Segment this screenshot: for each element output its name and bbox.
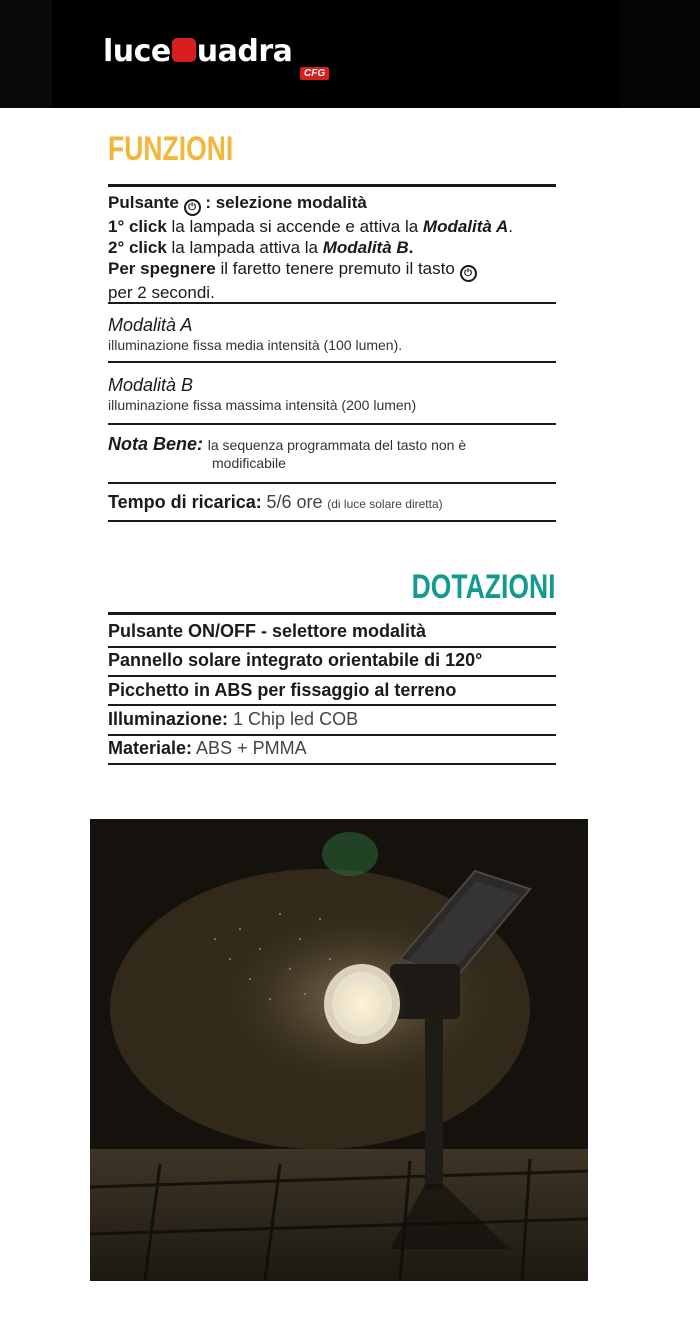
nota-bene	[108, 434, 568, 472]
divider	[108, 763, 556, 765]
nota-line2: modificabile	[212, 455, 286, 471]
button-line: Pulsante ⏻ : selezione modalità	[108, 192, 568, 216]
solar-spotlight-illustration	[90, 819, 588, 1281]
divider	[108, 361, 556, 363]
click2-line: 2° click la lampada attiva la Modalità B.	[108, 238, 414, 257]
dotazioni-title: DOTAZIONI	[411, 568, 555, 606]
ricarica	[108, 492, 568, 515]
nota-line1: la sequenza programmata del tasto non è	[207, 437, 467, 453]
divider	[108, 612, 556, 615]
nota-title: Nota Bene:	[108, 434, 204, 454]
brand-badge: CFG	[300, 67, 329, 80]
header-left-strip	[0, 0, 52, 108]
divider	[108, 704, 556, 706]
divider	[108, 520, 556, 522]
ricarica-label: Tempo di ricarica:	[108, 492, 262, 512]
off-line-2: per 2 secondi.	[108, 283, 215, 302]
mode-a-title: Modalità A	[108, 315, 193, 335]
power-icon: ⏻	[460, 265, 477, 282]
dotazioni-row: Pannello solare integrato orientabile di 120°	[108, 650, 483, 670]
dotazioni-row: Materiale: ABS + PMMA	[108, 738, 307, 758]
divider	[108, 734, 556, 736]
divider	[108, 423, 556, 425]
power-icon: ⏻	[184, 199, 201, 216]
ricarica-value: 5/6 ore	[266, 492, 323, 512]
brand-name: luce uadra	[103, 34, 293, 69]
divider	[108, 482, 556, 484]
divider	[108, 646, 556, 648]
mode-a-desc: illuminazione fissa media intensità (100 lumen).	[108, 337, 403, 353]
header-right-strip	[620, 0, 700, 108]
mode-b-title: Modalità B	[108, 375, 194, 395]
click1-line: 1° click la lampada si accende e attiva la Modalità A.	[108, 217, 513, 236]
brand-logo	[103, 34, 326, 88]
mode-a	[108, 314, 568, 354]
header-bar	[0, 0, 700, 108]
button-instructions	[108, 192, 568, 303]
brand-q-block	[172, 38, 196, 62]
mode-b	[108, 374, 568, 414]
funzioni-title: FUNZIONI	[108, 130, 234, 168]
dotazioni-row: Illuminazione: 1 Chip led COB	[108, 709, 359, 729]
ricarica-note: (di luce solare diretta)	[327, 497, 443, 511]
off-line: Per spegnere il faretto tenere premuto il tasto ⏻	[108, 258, 568, 282]
mode-b-desc: illuminazione fissa massima intensità (200 lumen)	[108, 397, 417, 413]
divider	[108, 302, 556, 304]
divider	[108, 184, 556, 187]
dotazioni-row: Picchetto in ABS per fissaggio al terreno	[108, 680, 457, 700]
divider	[108, 675, 556, 677]
dotazioni-row: Pulsante ON/OFF - selettore modalità	[108, 621, 427, 641]
product-photo	[90, 819, 588, 1281]
